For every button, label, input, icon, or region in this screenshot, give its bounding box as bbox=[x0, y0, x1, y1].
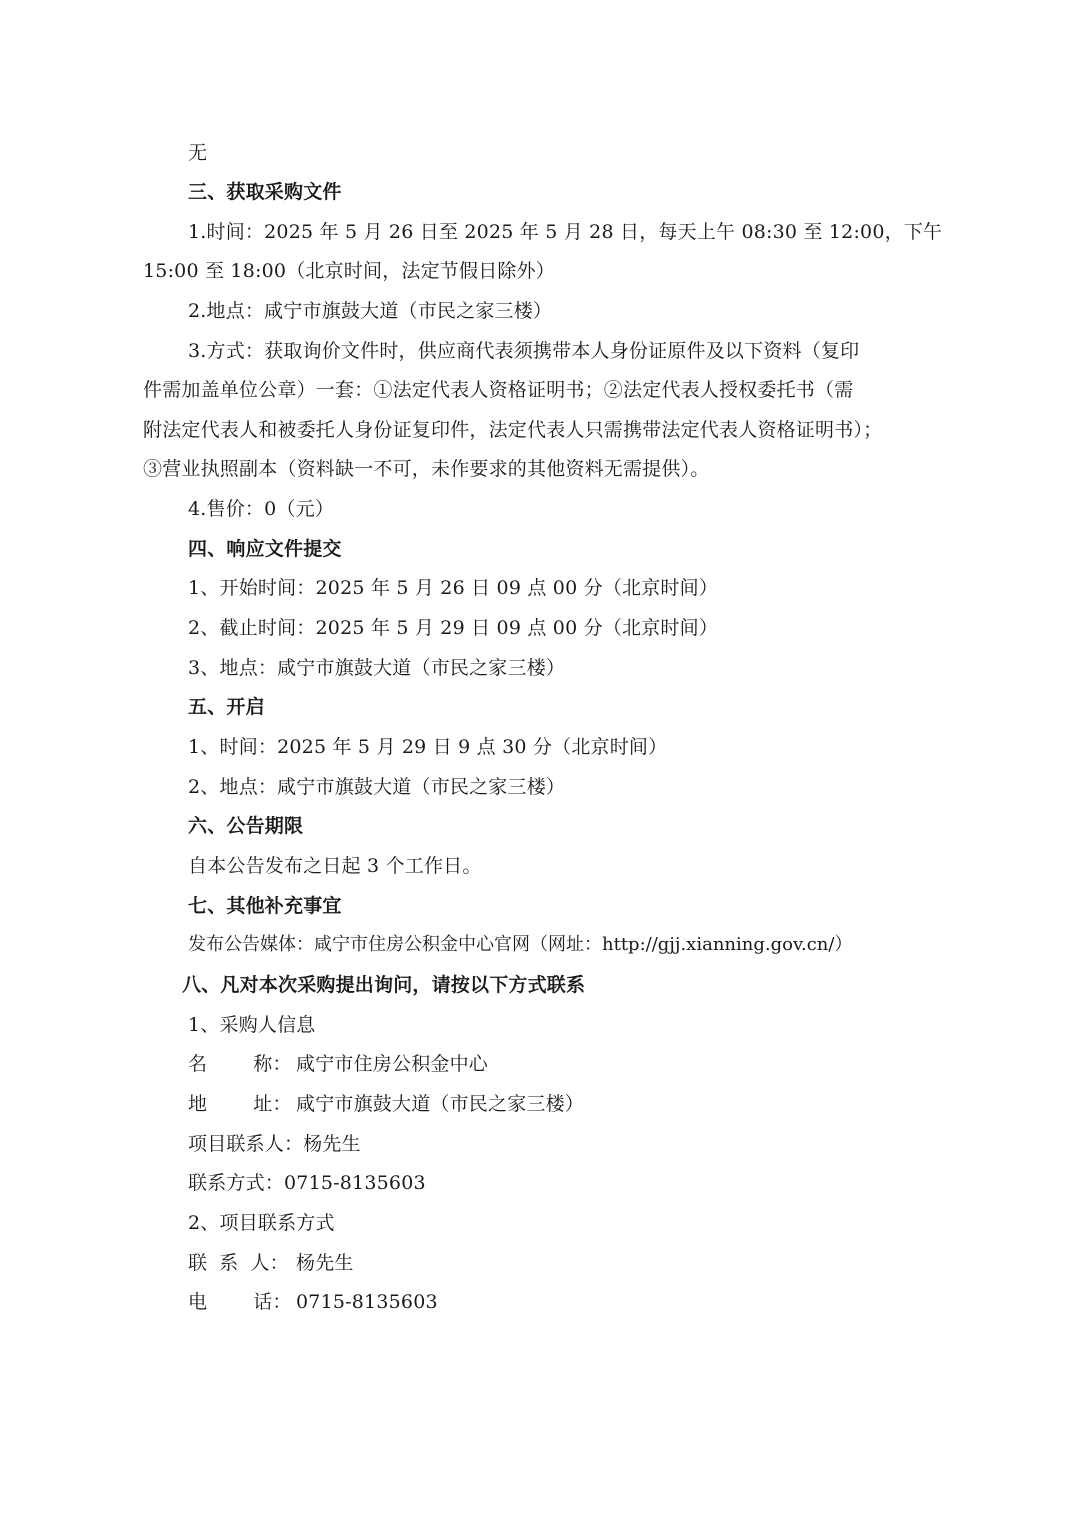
s8-address-row bbox=[188, 1091, 584, 1117]
name-label bbox=[188, 1051, 296, 1077]
telephone-label-char-2: 话： bbox=[253, 1291, 292, 1313]
section-4-heading: 四、响应文件提交 bbox=[188, 538, 342, 560]
s3-method-line-3: 附法定代表人和被委托人身份证复印件，法定代表人只需携带法定代表人资格证明书）； bbox=[143, 419, 883, 441]
s4-start-time: 1、开始时间：2025 年 5 月 26 日 09 点 00 分（北京时间） bbox=[188, 577, 719, 599]
contact-person-value: 杨先生 bbox=[296, 1252, 354, 1274]
s8-project-contact: 项目联系人：杨先生 bbox=[188, 1133, 361, 1155]
s3-method-line-4: ③营业执照副本（资料缺一不可，未作要求的其他资料无需提供）。 bbox=[143, 458, 710, 480]
name-label-char-1: 名 bbox=[188, 1053, 208, 1075]
section-5-heading: 五、开启 bbox=[188, 696, 265, 718]
s8-contact-person-row bbox=[188, 1250, 354, 1276]
contact-person-label bbox=[188, 1250, 296, 1276]
telephone-label-char-1: 电 bbox=[188, 1291, 208, 1313]
section-7-heading: 七、其他补充事宜 bbox=[188, 895, 342, 917]
s8-telephone-row bbox=[188, 1289, 438, 1315]
s3-time-line-1: 1.时间：2025 年 5 月 26 日至 2025 年 5 月 28 日，每天上午 08:30 至 12:00，下午 bbox=[188, 221, 943, 243]
previous-section-tail: 无 bbox=[188, 142, 208, 164]
contact-label-char-3: 人： bbox=[250, 1252, 289, 1274]
address-label-char-2: 址： bbox=[253, 1093, 292, 1115]
s4-deadline: 2、截止时间：2025 年 5 月 29 日 09 点 00 分（北京时间） bbox=[188, 617, 719, 639]
s8-project-title: 2、项目联系方式 bbox=[188, 1212, 335, 1234]
address-label-char-1: 地 bbox=[188, 1093, 208, 1115]
s3-price: 4.售价：0（元） bbox=[188, 498, 335, 520]
s5-time: 1、时间：2025 年 5 月 29 日 9 点 30 分（北京时间） bbox=[188, 736, 668, 758]
s8-name-row bbox=[188, 1051, 488, 1077]
s4-place: 3、地点：咸宁市旗鼓大道（市民之家三楼） bbox=[188, 657, 566, 679]
name-label-char-2: 称： bbox=[253, 1053, 292, 1075]
telephone-value: 0715-8135603 bbox=[296, 1291, 438, 1313]
s5-place: 2、地点：咸宁市旗鼓大道（市民之家三楼） bbox=[188, 776, 566, 798]
s7-media-text: 发布公告媒体：咸宁市住房公积金中心官网（网址：http://gjj.xianning.gov.cn/） bbox=[188, 934, 853, 955]
address-label bbox=[188, 1091, 296, 1117]
s3-method-line-1: 3.方式：获取询价文件时，供应商代表须携带本人身份证原件及以下资料（复印 bbox=[188, 340, 860, 362]
s3-place: 2.地点：咸宁市旗鼓大道（市民之家三楼） bbox=[188, 300, 553, 322]
address-value: 咸宁市旗鼓大道（市民之家三楼） bbox=[296, 1093, 585, 1115]
s3-method-line-2: 件需加盖单位公章）一套：①法定代表人资格证明书；②法定代表人授权委托书（需 bbox=[143, 379, 854, 401]
s3-time-line-2: 15:00 至 18:00（北京时间，法定节假日除外） bbox=[143, 260, 555, 282]
s8-purchaser-title: 1、采购人信息 bbox=[188, 1014, 316, 1036]
telephone-label bbox=[188, 1289, 296, 1315]
s6-text: 自本公告发布之日起 3 个工作日。 bbox=[188, 855, 482, 877]
section-8-heading: 八、凡对本次采购提出询问，请按以下方式联系 bbox=[182, 974, 586, 996]
name-value: 咸宁市住房公积金中心 bbox=[296, 1053, 489, 1075]
s8-contact-phone: 联系方式：0715-8135603 bbox=[188, 1172, 426, 1194]
section-3-heading: 三、获取采购文件 bbox=[188, 181, 342, 203]
contact-label-char-2: 系 bbox=[219, 1252, 239, 1274]
section-6-heading: 六、公告期限 bbox=[188, 815, 304, 837]
contact-label-char-1: 联 bbox=[188, 1252, 208, 1274]
